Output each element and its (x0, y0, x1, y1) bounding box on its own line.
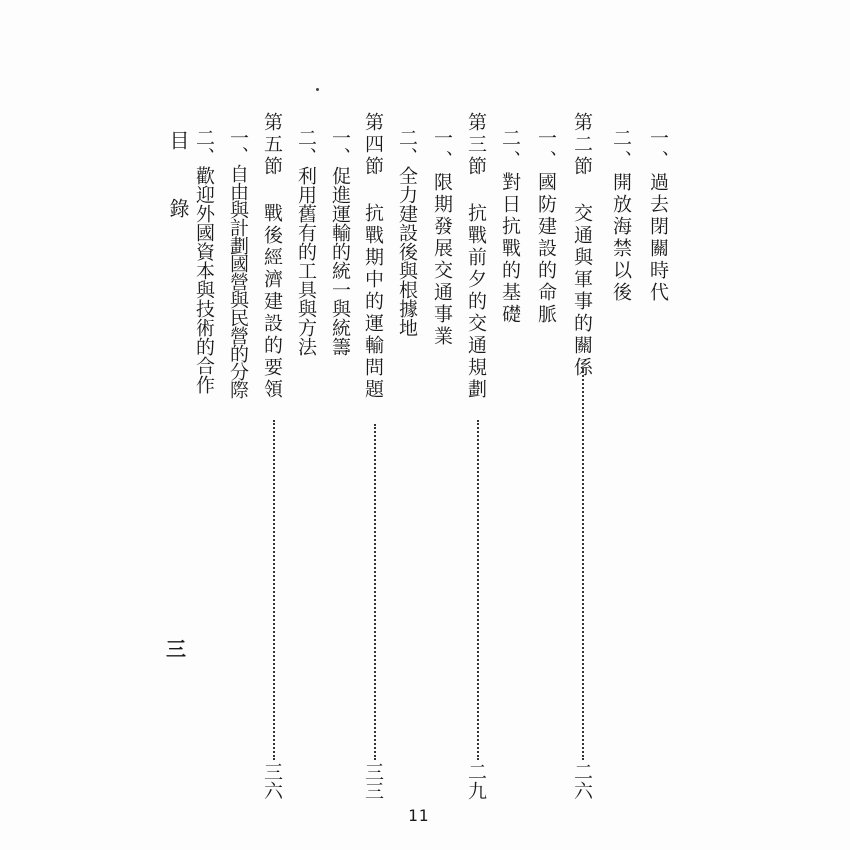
toc-entry-6: 第三節 抗戰前夕的交通規劃 (465, 112, 487, 401)
scan-speck (316, 88, 319, 91)
toc-entry-11: 二、利用舊有的工具與方法 (295, 128, 317, 356)
page-number-3: 二六 (571, 762, 593, 800)
dotted-leader (477, 420, 479, 760)
dotted-leader (273, 420, 275, 760)
toc-entry-12: 第五節 戰後經濟建設的要領 (261, 112, 283, 401)
toc-entry-1: 一、過去閉關時代 (647, 128, 669, 304)
toc-entry-3: 第二節 交通與軍事的關係 (571, 112, 593, 379)
page-number-6: 二九 (465, 762, 487, 800)
page-number-9: 三三 (362, 762, 384, 800)
dotted-leader (374, 424, 376, 760)
toc-entry-13: 一、自由與計劃國營與民營的分際 (227, 128, 249, 398)
toc-entry-2: 二、開放海禁以後 (610, 128, 632, 304)
toc-entry-4: 一、國防建設的命脈 (535, 128, 557, 326)
page-mark: 三 (166, 637, 186, 661)
toc-title: 目錄 (166, 130, 190, 266)
toc-entry-8: 二、全力建設後與根據地 (396, 128, 418, 337)
dotted-leader (582, 368, 584, 760)
page-number-12: 三六 (261, 762, 283, 800)
toc-entry-9: 第四節 抗戰期中的運輸問題 (362, 112, 384, 401)
toc-entry-14: 二、歡迎外國資本與技術的合作 (193, 128, 215, 394)
toc-entry-7: 一、限期發展交通事業 (431, 128, 453, 348)
toc-entry-5: 二、對日抗戰的基礎 (499, 128, 521, 326)
folio-number: 11 (408, 806, 430, 825)
toc-entry-10: 一、促進運輸的統一與統籌 (329, 128, 351, 356)
